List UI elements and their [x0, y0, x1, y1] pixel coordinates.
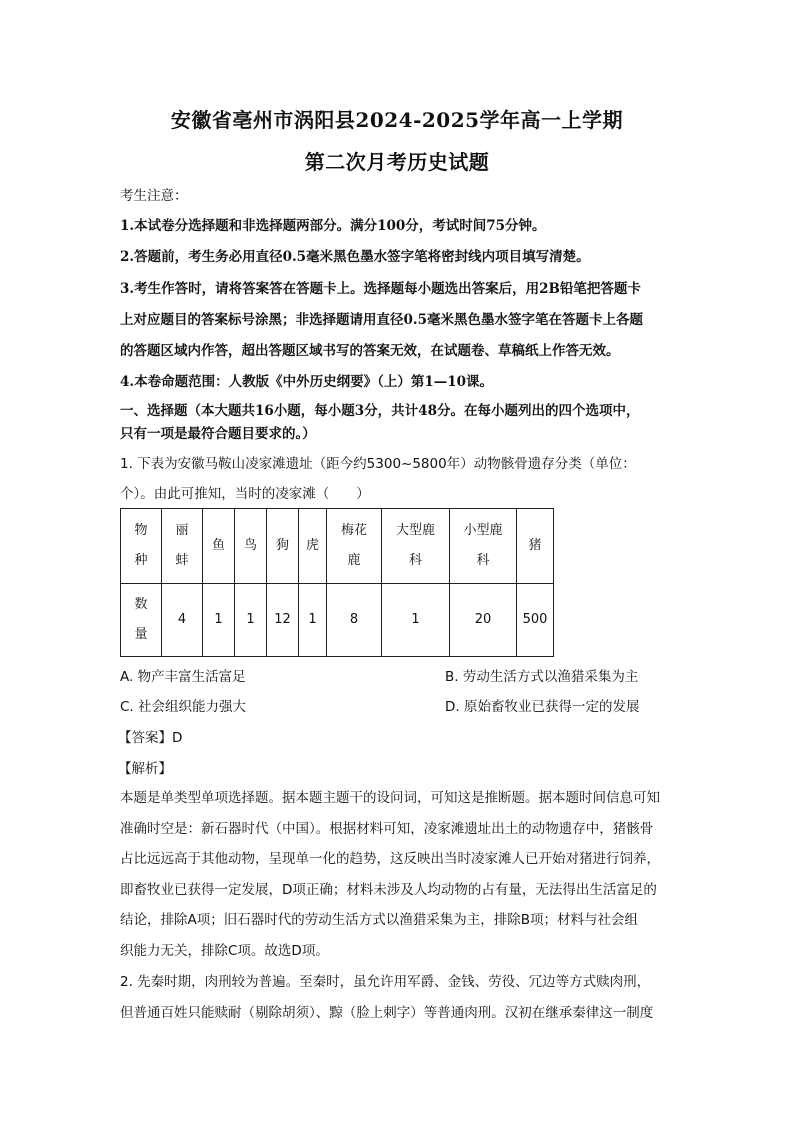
notice-item-3-cont2: 的答题区域内作答，超出答题区域书写的答案无效，在试题卷、草稿纸上作答无效。	[120, 343, 620, 359]
header-char: 物	[134, 523, 148, 538]
species-cell	[517, 509, 554, 584]
count-cell: 500	[517, 584, 554, 657]
q1-analysis-heading: 【解析】	[118, 761, 172, 777]
analysis-line: 本题是单类型单项选择题。据本题主题干的设问词，可知这是推断题。据本题时间信息可知	[120, 790, 660, 806]
q1-answer: 【答案】D	[118, 730, 183, 746]
species-cell	[235, 509, 267, 584]
notice-item-4: 4.本卷命题范围：人教版《中外历史纲要》（上）第1—10课。	[120, 374, 494, 390]
species-text: 科	[476, 553, 490, 568]
species-text: 小型鹿	[463, 523, 503, 538]
species-text: 虎	[305, 538, 319, 553]
notice-item-3-cont1: 上对应题目的答案标号涂黑；非选择题请用直径0.5毫米黑色墨水签字笔在答题卡上各题	[120, 312, 643, 328]
species-text: 大型鹿	[395, 523, 435, 538]
species-text: 蚌	[175, 553, 189, 568]
species-text: 鱼	[211, 538, 225, 553]
count-cell: 8	[327, 584, 382, 657]
analysis-line: 织能力无关，排除C项。故选D项。	[120, 942, 329, 959]
q1-option-b: B. 劳动生活方式以渔猎采集为主	[445, 669, 639, 685]
q2-stem-line: 2. 先秦时期，肉刑较为普遍。至秦时，虽允许用军爵、金钱、劳役、冗边等方式赎肉刑，	[120, 974, 651, 990]
section-heading-line2: 只有一项是最符合题目要求的。）	[120, 426, 316, 442]
section-heading-line1: 一、选择题（本大题共16小题，每小题3分，共计48分。在每小题列出的四个选项中，	[120, 403, 640, 419]
species-cell	[327, 509, 382, 584]
species-text: 鹿	[347, 553, 361, 568]
notice-heading: 考生注意：	[120, 188, 188, 204]
species-cell	[299, 509, 327, 584]
header-char: 数	[134, 597, 148, 612]
species-cell	[267, 509, 299, 584]
count-cell: 1	[203, 584, 235, 657]
species-cell	[382, 509, 450, 584]
exam-title-line1: 安徽省亳州市涡阳县2024-2025学年高一上学期	[170, 108, 624, 132]
q1-stem-line1: 1. 下表为安徽马鞍山凌家滩遗址（距今约5300~5800年）动物骸骨遗存分类（单位：	[120, 456, 636, 472]
count-cell: 12	[267, 584, 299, 657]
species-text: 丽	[175, 523, 189, 538]
q1-analysis-body	[120, 783, 680, 966]
analysis-line: 即畜牧业已获得一定发展，D项正确；材料未涉及人均动物的占有量，无法得出生活富足的	[120, 881, 657, 898]
species-text: 梅花	[340, 523, 367, 538]
species-text: 科	[408, 553, 422, 568]
q1-option-a: A. 物产丰富生活富足	[120, 669, 246, 685]
count-cell: 4	[162, 584, 203, 657]
species-cell	[450, 509, 517, 584]
q1-option-d: D. 原始畜牧业已获得一定的发展	[445, 699, 640, 715]
species-cell	[162, 509, 203, 584]
analysis-line: 结论，排除A项；旧石器时代的劳动生活方式以渔猎采集为主，排除B项；材料与社会组	[120, 912, 638, 928]
q1-option-c: C. 社会组织能力强大	[120, 699, 247, 715]
table-row-counts	[121, 584, 554, 657]
q2-stem	[120, 967, 680, 1028]
notice-item-1: 1.本试卷分选择题和非选择题两部分。满分100分，考试时间75分钟。	[120, 218, 546, 234]
count-cell: 1	[382, 584, 450, 657]
species-cell	[203, 509, 235, 584]
table-row-species	[121, 509, 554, 584]
q2-stem-line: 但普通百姓只能赎耐（剔除胡须）、黥（脸上刺字）等普通肉刑。汉初在继承秦律这一制度	[120, 1004, 654, 1021]
count-cell: 1	[299, 584, 327, 657]
animal-remains-table	[120, 508, 554, 657]
species-text: 狗	[275, 538, 289, 553]
table-header-species	[121, 509, 162, 584]
header-char: 种	[134, 553, 148, 568]
analysis-line: 准确时空是：新石器时代（中国）。根据材料可知，凌家滩遗址出土的动物遗存中，猪骸骨	[120, 820, 654, 837]
count-cell: 1	[235, 584, 267, 657]
q1-stem-line2: 个）。由此可推知，当时的凌家滩（ ）	[120, 486, 370, 502]
count-cell: 20	[450, 584, 517, 657]
notice-item-2: 2.答题前，考生务必用直径0.5毫米黑色墨水签字笔将密封线内项目填写清楚。	[120, 249, 590, 265]
species-text: 猪	[528, 538, 542, 553]
analysis-line: 占比远远高于其他动物，呈现单一化的趋势，这反映出当时凌家滩人已开始对猪进行饲养，	[120, 851, 660, 867]
exam-title-line2: 第二次月考历史试题	[304, 150, 490, 174]
notice-item-3: 3.考生作答时，请将答案答在答题卡上。选择题每小题选出答案后，用2B铅笔把答题卡	[120, 281, 641, 297]
species-text: 鸟	[243, 538, 257, 553]
header-char: 量	[134, 627, 148, 642]
table-header-count	[121, 584, 162, 657]
